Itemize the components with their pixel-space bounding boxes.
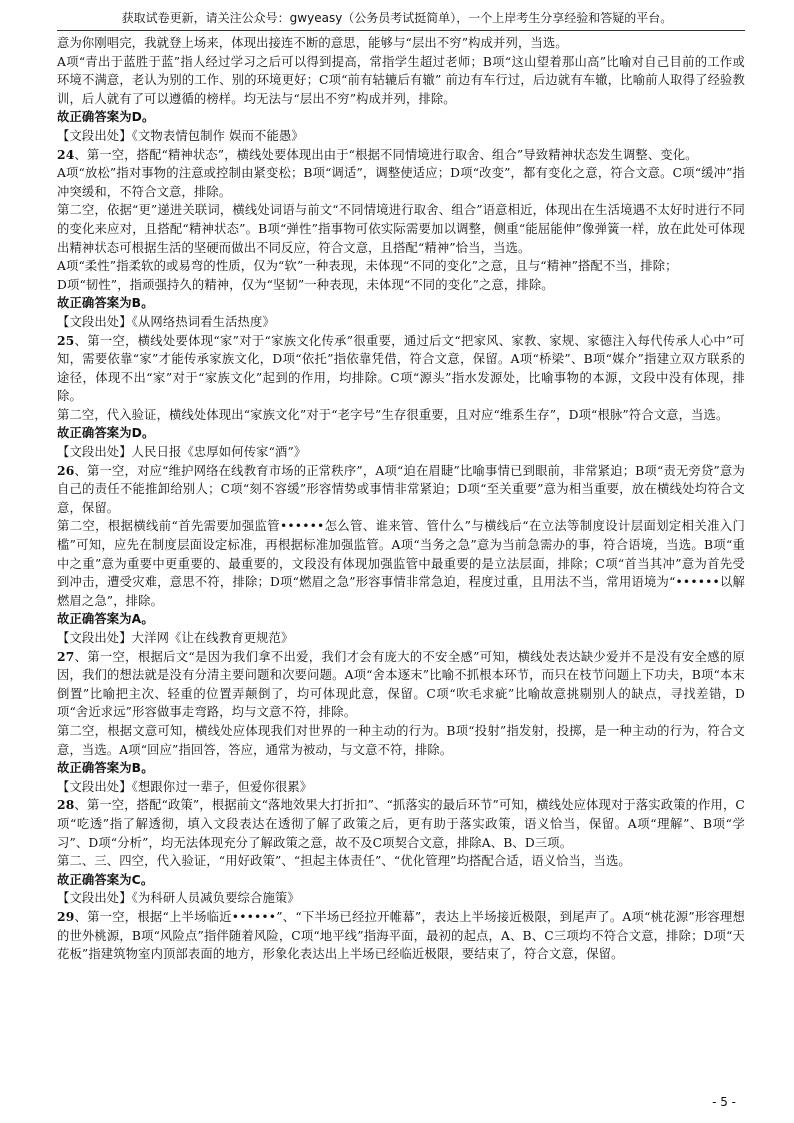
explanation-paragraph [57,257,745,276]
answer-line [57,871,745,890]
explanation-paragraph [57,53,745,109]
paragraph-text: 、第一空，搭配“精神状态”，横线处要体现出由于“根据不同情境进行取舍、组合”导致精神状态发生调整、变化。 [74,147,698,162]
paragraph-text: 第二空，依据“更”递进关联词，横线处词语与前文“不同情境进行取舍、组合”语意相近，体现出在生活境遇不太好时进行不同的变化来应对，且搭配“精神状态”。B项“弹性”指事物可依实际需要加以调整，侧重“能屈能伸”像弹簧一样，放在此处可体现出精神状态可根据生活的坚硬而做出不同反应，符合文意，且搭配“精神”恰当，当选。 [57,203,745,255]
paragraph-text: 、第一空，对应“维护网络在线教育市场的正常秩序”，A项“迫在眉睫”比喻事情已到眼前，非常紧迫；B项“责无旁贷”意为自己的责任不能推卸给别人；C项“刻不容缓”形容情势或事情非常紧迫；D项“至关重要”意为相当重要，放在横线处均符合文意，保留。 [57,463,745,515]
explanation-paragraph [57,201,745,257]
explanation-paragraph [57,276,745,295]
question-paragraph [57,796,745,852]
paragraph-text: 【文段出处】大洋网《让在线教育更规范》 [57,631,294,645]
question-paragraph [57,146,745,165]
paragraph-text: 【文段出处】《文物表情包制作 娱而不能愚》 [57,128,304,143]
explanation-paragraph [57,889,745,908]
paragraph-text: 第二空，根据文意可知，横线处应体现我们对世界的一种主动的行为。B项“投射”指发射，投掷，是一种主动的行为，符合文意，当选。A项“回应”指回答，答应，通常为被动，与文意不符，排除。 [57,723,745,757]
paragraph-text: 意为你刚唱完，我就登上场来，体现出接连不断的意思，能够与“层出不穷”构成并列，当选。 [57,36,568,50]
paragraph-text: 、第一空，横线处要体现“家”对于“家族文化传承”很重要，通过后文“把家风、家教、家规、家德注入每代传承人心中”可知，需要依靠“家”才能传承家族文化，D项“依托”指依靠凭借，符合文意，保留。A项“桥梁”、B项“媒介”指建立双方联系的途径，体现不出“家”对于“家族文化”起到的作用，均排除。C项“源头”指水发源处，比喻事物的本源，文段中没有体现，排除。 [57,333,745,404]
explanation-paragraph [57,852,745,871]
paragraph-text: 【文段出处】人民日报《忠厚如何传家“酒”》 [57,445,307,460]
document-body [57,34,745,964]
explanation-paragraph [57,127,745,146]
paragraph-text: 故正确答案为B。 [57,296,154,311]
paragraph-text: 、第一空，搭配“政策”，根据前文“落地效果大打折扣”、“抓落实的最后环节”可知，横线处应体现对于落实政策的作用，C项“吃透”指了解透彻，填入文段表达在透彻了解了政策之后，更有助于落实政策，语义恰当，保留。A项“理解”、B项“学习”、D项“分析”，均无法体现充分了解政策之意，故不及C项契合文意，排除A、B、D三项。 [57,798,745,850]
question-paragraph [57,332,745,406]
paragraph-text: 【文段出处】《从网络热词看生活热度》 [57,314,275,329]
paragraph-text: A项“柔性”指柔软的或易弯的性质，仅为“软”一种表现，未体现“不同的变化”之意，且与“精神”搭配不当，排除； [57,259,678,274]
explanation-paragraph [57,517,745,610]
explanation-paragraph [57,443,745,462]
paragraph-text: 第二空，代入验证，横线处体现出“家族文化”对于“老字号”生存很重要，且对应“维系生存”，D项“根脉”符合文意，当选。 [57,407,729,422]
explanation-paragraph [57,722,745,759]
paragraph-text: 、第一空，根据后文“是因为我们拿不出爱，我们才会有庞大的不安全感”可知，横线处表达缺少爱并不是没有安全感的原因，我们的想法就是没有分清主要问题和次要问题。A项“舍本逐末”比喻不抓根本环节，而只在枝节问题上下功夫，B项“本末倒置”比喻把主次、轻重的位置弄颠倒了，均可体现此意，保留。C项“吹毛求疵”比喻故意挑剔别人的缺点，寻找差错，D项“舍近求远”形容做事走弯路，均与文意不符，排除。 [57,649,745,720]
paragraph-text: 故正确答案为D。 [57,110,155,125]
paragraph-text: 故正确答案为B。 [57,761,154,776]
explanation-paragraph [57,406,745,425]
answer-line [57,424,745,443]
explanation-paragraph [57,313,745,332]
question-number: 27 [57,648,75,664]
question-number: 28 [57,797,75,813]
answer-line [57,759,745,778]
paragraph-text: D项“韧性”，指顽强持久的精神，仅为“坚韧”一种表现，未体现“不同的变化”之意，排除。 [57,277,554,292]
paragraph-text: 第二、三、四空，代入验证，“用好政策”、“担起主体责任”、“优化管理”均搭配合适，语义恰当，当选。 [57,854,631,869]
paragraph-text: 故正确答案为D。 [57,426,155,441]
question-paragraph [57,648,745,722]
question-number: 29 [57,908,75,924]
paragraph-text: 【文段出处】《为科研人员减负要综合施策》 [57,891,300,906]
question-paragraph [57,908,745,964]
paragraph-text: A项“放松”指对事物的注意或控制由紧变松；B项“调适”，调整使适应；D项“改变”，都有变化之意，符合文意。C项“缓冲”指冲突缓和，不符合文意，排除。 [57,166,745,199]
page-header: 获取试卷更新，请关注公众号：gwyeasy（公务员考试挺简单），一个上岸考生分享经验和答疑的平台。 [121,11,673,25]
question-paragraph [57,462,745,518]
answer-line [57,108,745,127]
question-number: 25 [57,332,75,348]
paragraph-text: 、第一空，根据“上半场临近••••••”、“下半场已经拉开帷幕”，表达上半场接近极限，到尾声了。A项“桃花源”形容理想的世外桃源，B项“风险点”指伴随着风险，C项“地平线”指海平面，最初的起点，A、B、C三项均不符合文意，排除；D项“天花板”指建筑物室内顶部表面的地方，形象化表达出上半场已经临近极限，要结束了，符合文意，保留。 [57,909,745,962]
paragraph-text: A项“青出于蓝胜于蓝”指人经过学习之后可以得到提高，常指学生超过老师；B项“这山望着那山高”比喻对自己目前的工作或环境不满意，老认为别的工作、别的环境更好；C项“前有轱辘后有辙” 前边有车行过，后边就有车辙，比喻前人取得了经验教训，后人就有了可以遵循的榜样。均无法与“层出不穷”构成并列，排除。 [57,54,745,106]
page-number: - 5 - [712,1095,736,1109]
paragraph-text: 故正确答案为C。 [57,872,154,887]
question-number: 24 [57,146,75,162]
answer-line [57,294,745,313]
header-divider [57,30,745,31]
paragraph-text: 【文段出处】《想跟你过一辈子，但爱你很累》 [57,779,313,794]
paragraph-text: 故正确答案为A。 [57,612,154,627]
answer-line [57,610,745,629]
explanation-paragraph [57,164,745,201]
explanation-paragraph [57,34,745,53]
explanation-paragraph [57,778,745,797]
paragraph-text: 第二空，根据横线前“首先需要加强监管••••••怎么管、谁来管、管什么”与横线后“在立法等制度设计层面划定相关准入门槛”可知，应先在制度层面设定标准，再根据标准加强监管。A项“当务之急”意为当前急需办的事，符合语境，当选。B项“重中之重”意为重要中更重要的、最重要的，文段没有体现加强监管中最重要的是立法层面，排除；C项“首当其冲”意为首先受到冲击，遭受灾难，意思不符，排除；D项“燃眉之急”形容事情非常急迫，程度过重，且用法不当，常用语境为“••••••以解燃眉之急”，排除。 [57,519,745,608]
question-number: 26 [57,462,75,478]
explanation-paragraph [57,629,745,648]
